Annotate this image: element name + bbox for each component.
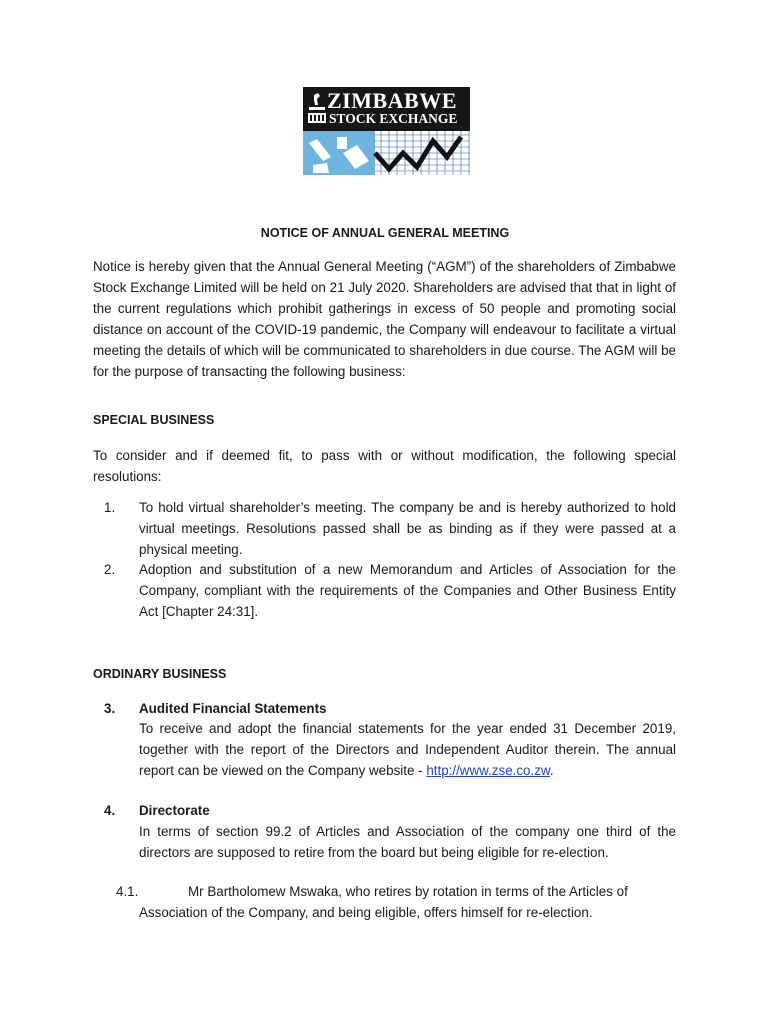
director-line: Mr Bartholomew Mswaka, who retires by rotation in terms of the Articles of <box>188 884 628 899</box>
logo-line2: STOCK EXCHANGE <box>329 111 458 126</box>
item-text: To receive and adopt the financial statements for the year ended 31 December 2019, together with the report of the Directors and Independent Auditor therein. The annual report can be viewed on the Company website - <box>139 721 676 778</box>
page-title: NOTICE OF ANNUAL GENERAL MEETING <box>260 226 510 240</box>
zse-logo <box>303 87 470 175</box>
intro-paragraph: Notice is hereby given that the Annual General Meeting (“AGM”) of the shareholders of Zimbabwe Stock Exchange Limited will be held on 21 July 2020. Shareholders are advised that that in light of the current regulations which prohibit gatherings in excess of 50 people and promoting social distance on account of the COVID-19 pandemic, the Company will endeavour to facilitate a virtual meeting the details of which will be communicated to shareholders in due course. The AGM will be for the purpose of transacting the following business: <box>93 259 676 379</box>
logo-line1: ZIMBABWE <box>327 88 457 113</box>
list-number: 1. <box>104 500 116 515</box>
financial-statements-paragraph <box>139 718 676 781</box>
special-business-heading: SPECIAL BUSINESS <box>93 413 215 427</box>
item-heading: Audited Financial Statements <box>139 701 327 716</box>
company-website-link[interactable]: http://www.zse.co.zw <box>426 763 550 778</box>
item-text-end: . <box>549 763 554 778</box>
special-intro-paragraph: To consider and if deemed fit, to pass with or without modification, the following special resolutions: <box>93 448 676 484</box>
list-number: 2. <box>104 562 116 577</box>
list-number: 3. <box>104 701 116 716</box>
director-line: Association of the Company, and being eligible, offers himself for re-election. <box>139 905 593 920</box>
zimbabwe-bird-icon <box>306 91 328 127</box>
list-number: 4. <box>104 803 116 818</box>
resolution-item: To hold virtual shareholder’s meeting. The company be and is hereby authorized to hold virtual meetings. Resolutions passed shall be as binding as if they were passed at a physical meeting. <box>139 500 676 557</box>
resolution-item: Adoption and substitution of a new Memorandum and Articles of Association for the Company, compliant with the requirements of the Companies and Other Business Entity Act [Chapter 24:31]. <box>139 562 676 619</box>
item-heading: Directorate <box>139 803 210 818</box>
directorate-paragraph: In terms of section 99.2 of Articles and Association of the company one third of the directors are supposed to retire from the board but being eligible for re-election. <box>139 824 676 860</box>
stock-graph-icon <box>303 131 470 175</box>
list-number: 4.1. <box>116 884 139 899</box>
ordinary-business-heading: ORDINARY BUSINESS <box>93 667 227 681</box>
logo-banner <box>303 87 470 131</box>
